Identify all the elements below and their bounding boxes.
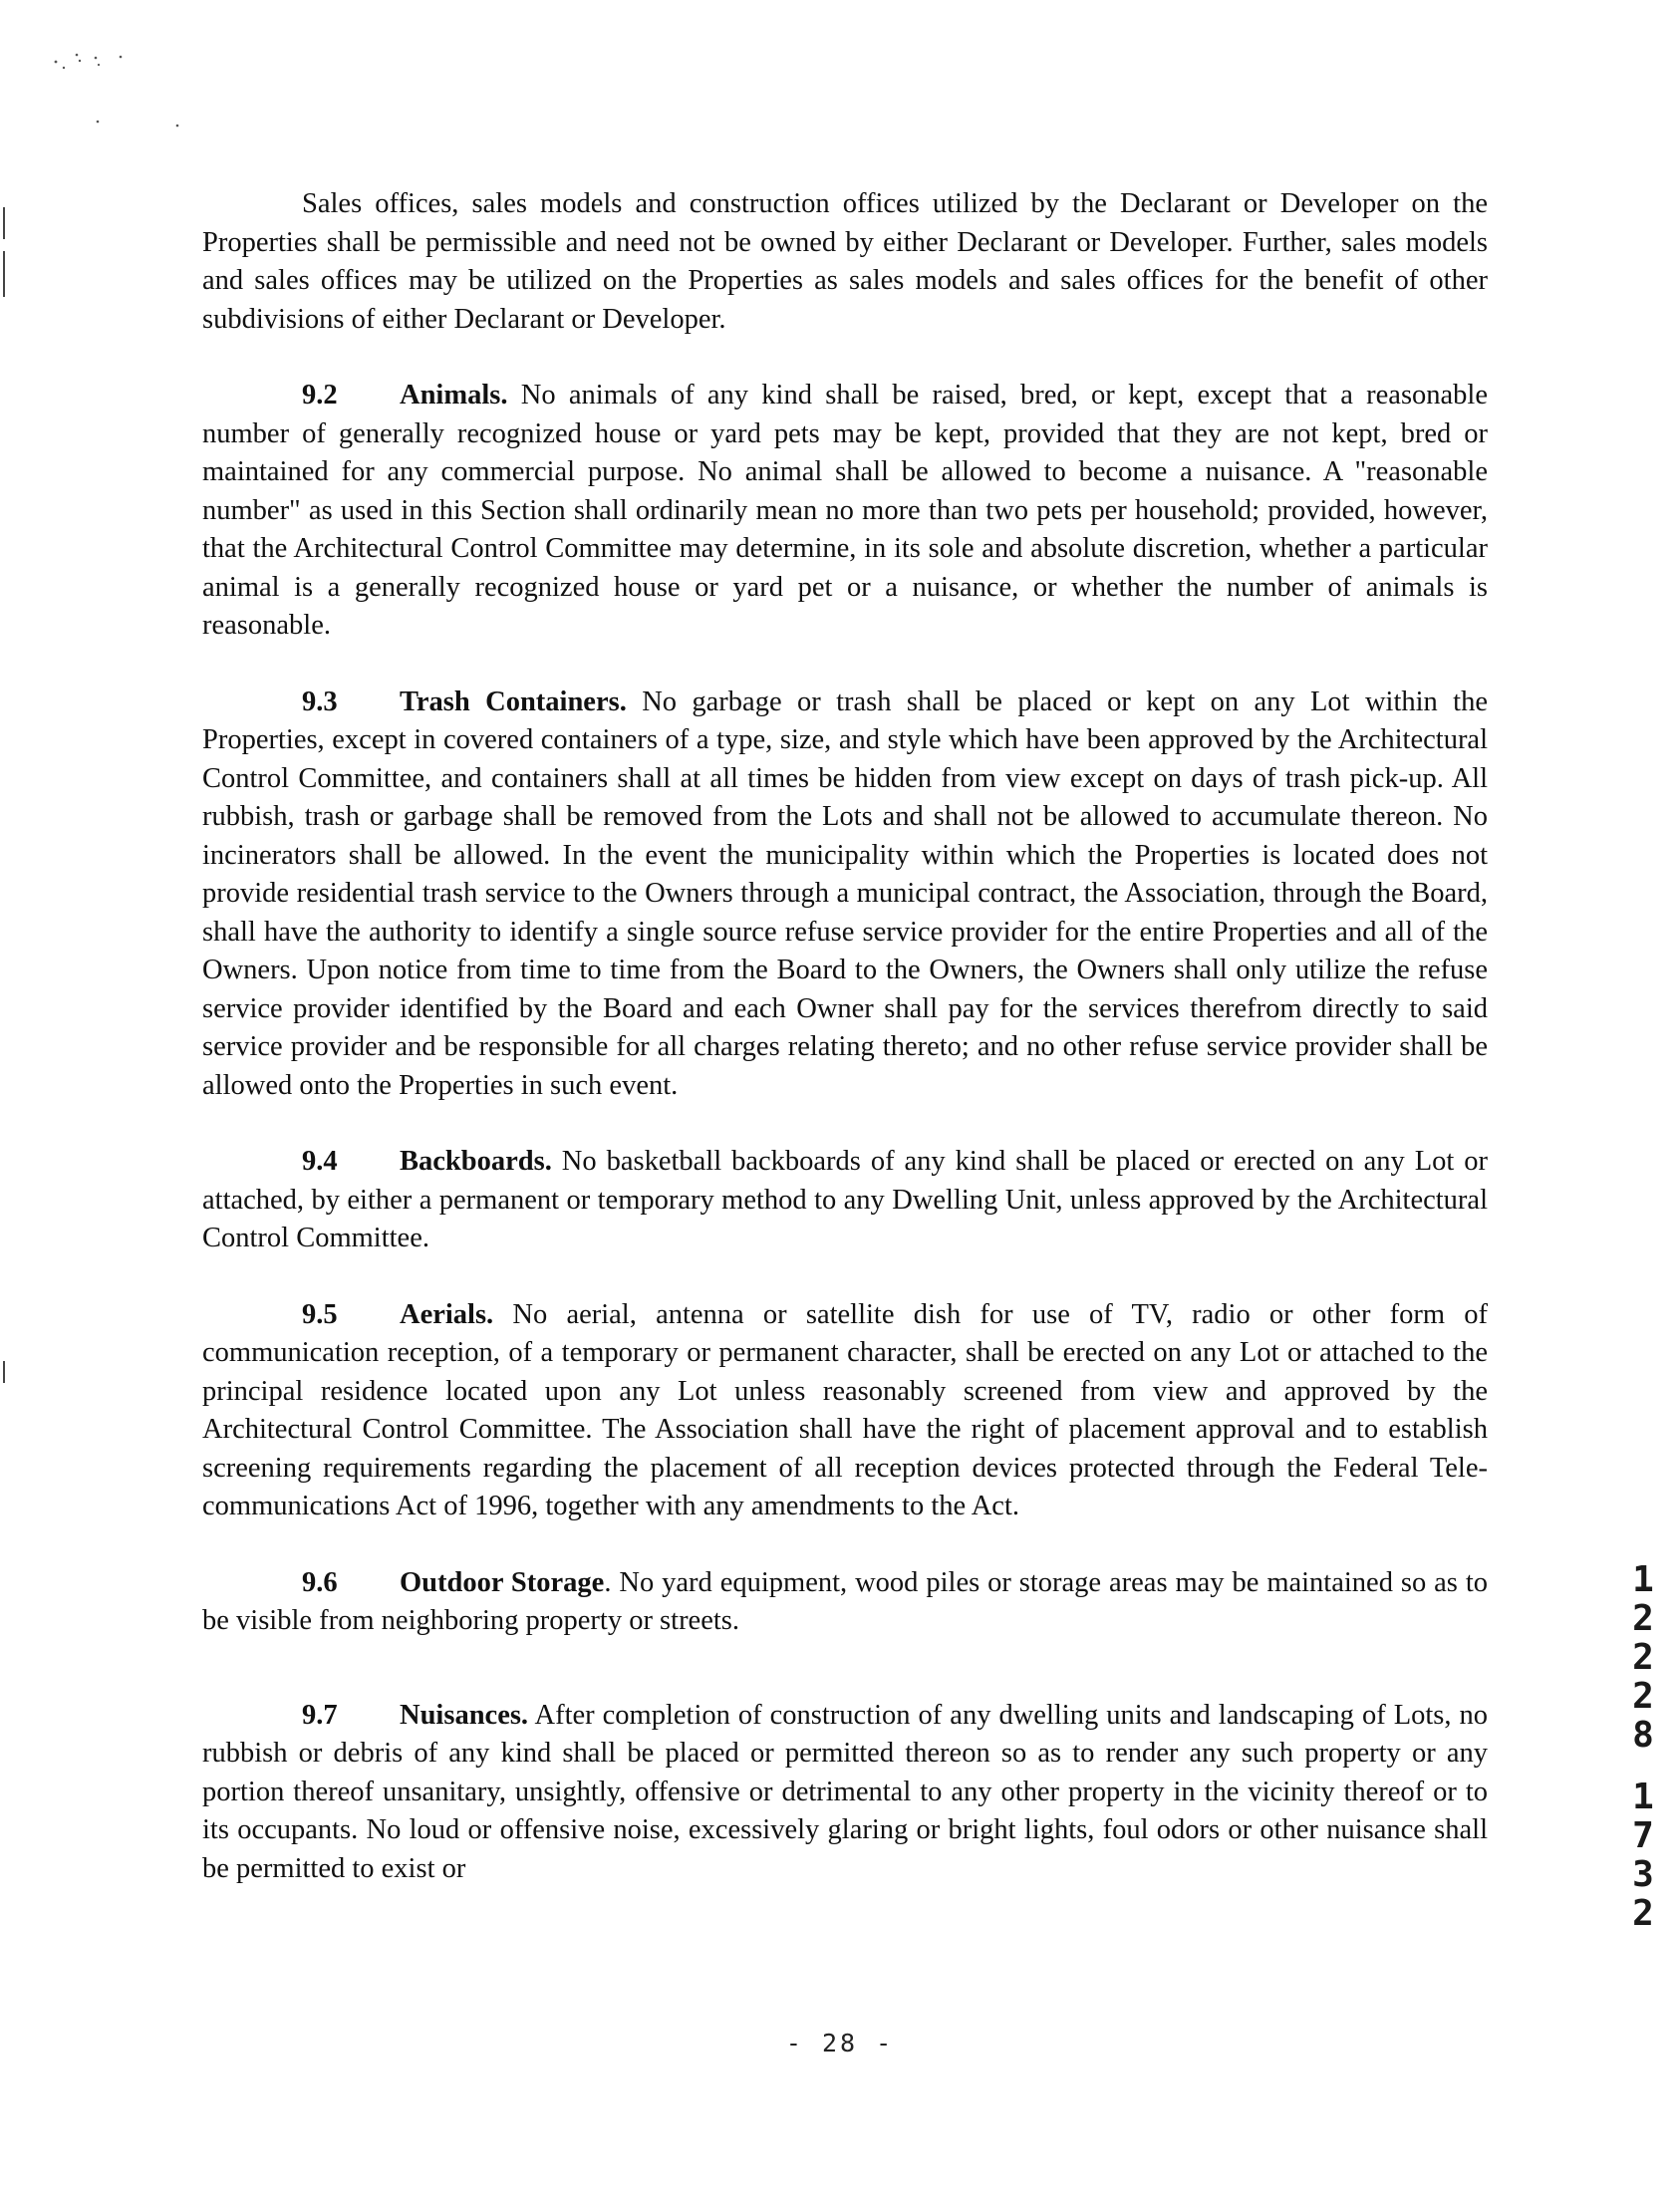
section-text: No basketball backboards of any kind shall be placed or erected on any Lot or attached, by either a permanent or temporary method to any Dwelling Unit, unless approved by the Architectural Control Committee. (202, 1146, 1489, 1253)
section-number: 9.5 (302, 1298, 338, 1330)
section-9-7 (202, 1697, 1488, 1889)
section-9-6 (202, 1564, 1488, 1641)
stamp-digit: 1 (1632, 1777, 1654, 1817)
document-body (202, 185, 1488, 1926)
side-stamp-top (1626, 1560, 1660, 1755)
section-number: 9.3 (302, 685, 338, 717)
section-number: 9.2 (302, 380, 338, 411)
section-title: Trash Containers. (400, 685, 627, 717)
stamp-digit: 2 (1632, 1676, 1654, 1717)
page-number: - 28 - (785, 2029, 895, 2057)
section-title: Backboards. (400, 1146, 552, 1177)
section-number: 9.6 (302, 1566, 338, 1598)
stamp-digit: 2 (1632, 1637, 1654, 1678)
scan-margin-marks (0, 189, 14, 1435)
section-9-3 (202, 684, 1488, 1106)
stamp-digit: 2 (1632, 1893, 1654, 1934)
scan-specks (50, 46, 209, 136)
section-title: Aerials. (400, 1298, 494, 1330)
section-text: After completion of construction of any dwelling units and landscaping of Lots, no rubbish or debris of any kind shall be placed or permitted thereon so as to render any such property or any portion thereof unsanitary, unsightly, offensive or detrimental to any other property in the vicinity thereof or to its occupants. No loud or offensive noise, excessively glaring or bright lights, foul odors or other nuisance shall be permitted to exist or (202, 1699, 1489, 1884)
section-text: No animals of any kind shall be raised, bred, or kept, except that a reasonable number of generally recognized house or yard pets may be kept, provided that they are not kept, bred or maintained for any commercial purpose. No animal shall be allowed to become a nuisance. A "reasonable number" as used in this Section shall ordinarily mean no more than two pets per household; provided, however, that the Architectural Control Committee may determine, in its sole and absolute discretion, whether a particular animal is a generally recognized house or yard pet or a nuisance, or whether the number of animals is reasonable. (202, 380, 1488, 641)
stamp-digit: 1 (1632, 1559, 1654, 1600)
section-title: Outdoor Storage (400, 1566, 605, 1598)
section-title: Animals. (400, 380, 508, 411)
stamp-digit: 7 (1632, 1815, 1654, 1856)
stamp-digit: 8 (1632, 1715, 1654, 1756)
stamp-digit: 3 (1632, 1854, 1654, 1895)
section-9-5 (202, 1296, 1488, 1526)
section-title: Nuisances. (400, 1699, 529, 1731)
section-text: . No yard equipment, wood piles or storage areas may be maintained so as to be visible from neighboring property or streets. (202, 1566, 1488, 1636)
section-text: No aerial, antenna or satellite dish for use of TV, radio or other form of communication reception, of a temporary or permanent character, shall be erected on any Lot or attached to the principal residence located upon any Lot unless reasonably screened from view and approved by the Architectural Control Committee. The Association shall have the right of placement approval and to establish screening requirements regarding the placement of all reception devices protected through the Federal Tele-communications Act of 1996, together with any amendments to the Act. (202, 1298, 1489, 1521)
section-text: No garbage or trash shall be placed or kept on any Lot within the Properties, except in covered containers of a type, size, and style which have been approved by the Architectural Control Committee, and containers shall at all times be hidden from view except on days of trash pick-up. All rubbish, trash or garbage shall be removed from the Lots and shall not be allowed to accumulate thereon. No incinerators shall be allowed. In the event the municipality within which the Properties is located does not provide residential trash service to the Owners through a municipal contract, the Association, through the Board, shall have the authority to identify a single source refuse service provider for the entire Properties and all of the Owners. Upon notice from time to time from the Board to the Owners, the Owners shall only utilize the refuse service provider identified by the Board and each Owner shall pay for the services therefrom directly to said service provider and be responsible for all charges relating thereto; and no other refuse service provider shall be allowed onto the Properties in such event. (202, 685, 1488, 1101)
section-9-2 (202, 377, 1488, 646)
intro-paragraph: Sales offices, sales models and construction offices utilized by the Declarant or Developer on the Properties shall be permissible and need not be owned by either Declarant or Developer. Further, sales models and sales offices may be utilized on the Properties as sales models and sales offices for the benefit of other subdivisions of either Declarant or Developer. (202, 188, 1488, 335)
section-number: 9.7 (302, 1699, 338, 1731)
section-9-4 (202, 1143, 1488, 1258)
section-number: 9.4 (302, 1146, 338, 1177)
side-stamp-bottom (1626, 1778, 1660, 1933)
stamp-digit: 2 (1632, 1598, 1654, 1639)
